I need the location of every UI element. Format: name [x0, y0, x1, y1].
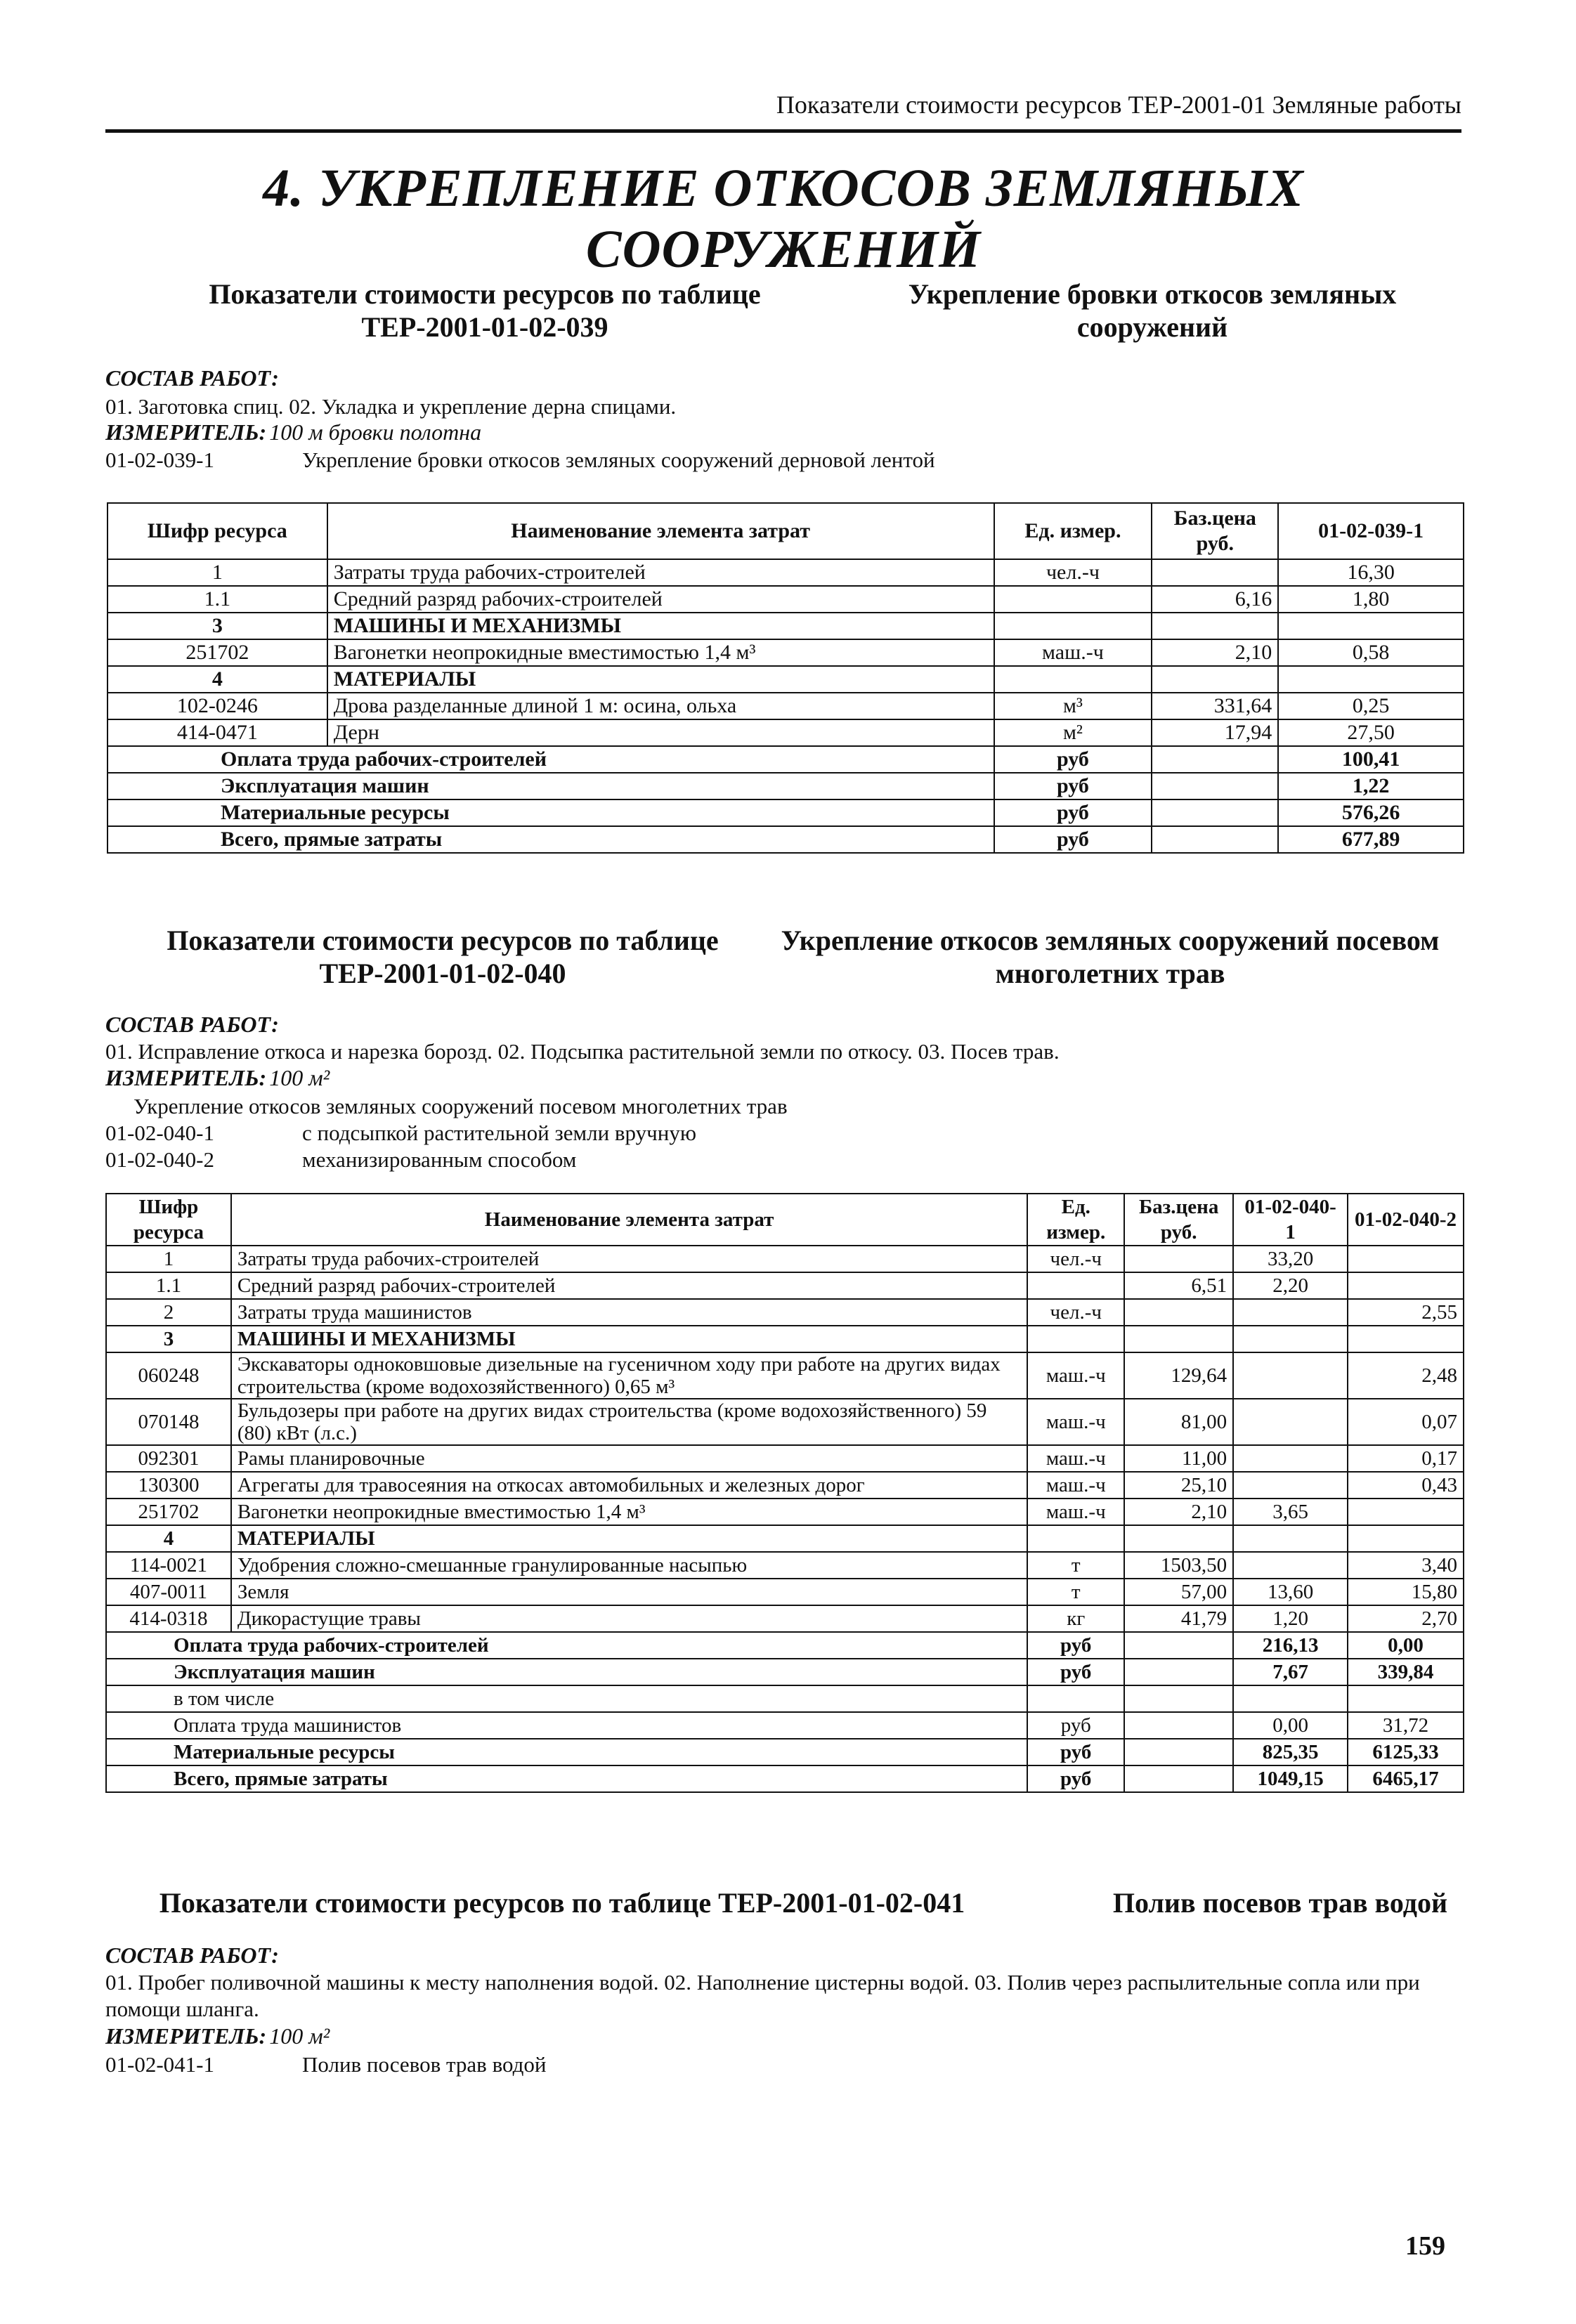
cell-code: 102-0246: [108, 693, 327, 719]
cell-price: 1503,50: [1124, 1552, 1233, 1579]
s3-code-desc: Полив посевов трав водой: [302, 2052, 547, 2077]
s1-table: [107, 502, 1464, 854]
cell-code: 2: [106, 1299, 231, 1326]
cell-name: Дрова разделанные длиной 1 м: осина, ольха: [327, 693, 994, 719]
cell-unit: м²: [994, 719, 1152, 746]
cell-value: [1278, 613, 1464, 639]
cell-value-1: [1233, 1445, 1348, 1472]
total-value: 1,22: [1278, 773, 1464, 799]
s2-th-col1: 01-02-040-1: [1233, 1194, 1348, 1246]
cell-code: 070148: [106, 1399, 231, 1445]
s3-works-label: СОСТАВ РАБОТ:: [105, 1943, 279, 1968]
table-row: [106, 1552, 1464, 1579]
total-price: [1152, 799, 1278, 826]
cell-code: 251702: [106, 1499, 231, 1525]
cell-name: Агрегаты для травосеяния на откосах автомобильных и железных дорог: [231, 1472, 1027, 1499]
cell-value-1: 33,20: [1233, 1246, 1348, 1272]
cell-code: 407-0011: [106, 1579, 231, 1605]
s1-th-col: 01-02-039-1: [1278, 503, 1464, 559]
cell-value-2: 0,07: [1348, 1399, 1464, 1445]
total-price: [1124, 1685, 1233, 1712]
cell-price: 6,16: [1152, 586, 1278, 613]
cell-price: [1124, 1525, 1233, 1552]
cell-name: Средний разряд рабочих-строителей: [231, 1272, 1027, 1299]
cell-code: 3: [108, 613, 327, 639]
table-row: [108, 586, 1464, 613]
cell-unit: кг: [1027, 1605, 1124, 1632]
cell-name: Удобрения сложно-смешанные гранулированные насыпью: [231, 1552, 1027, 1579]
cell-price: 17,94: [1152, 719, 1278, 746]
total-price: [1152, 826, 1278, 853]
cell-unit: т: [1027, 1579, 1124, 1605]
s1-works-text: 01. Заготовка спиц. 02. Укладка и укрепление дерна спицами.: [105, 394, 677, 419]
running-header: Показатели стоимости ресурсов ТЕР-2001-01 Земляные работы: [776, 91, 1461, 119]
table-row: [106, 1399, 1464, 1445]
s1-title-right-line2: сооружений: [1076, 311, 1228, 343]
cell-price: 331,64: [1152, 693, 1278, 719]
total-value-1: [1233, 1685, 1348, 1712]
total-row: [108, 773, 1464, 799]
total-unit: руб: [1027, 1712, 1124, 1739]
cell-name: Дикорастущие травы: [231, 1605, 1027, 1632]
cell-value-2: 0,17: [1348, 1445, 1464, 1472]
cell-value: 27,50: [1278, 719, 1464, 746]
s2-code: 01-02-040-1: [105, 1121, 214, 1145]
total-unit: руб: [994, 826, 1152, 853]
total-value-1: 7,67: [1233, 1659, 1348, 1685]
table-row: [108, 693, 1464, 719]
cell-price: 129,64: [1124, 1352, 1233, 1399]
s1-code: 01-02-039-1: [105, 448, 214, 472]
s1-th-unit: Ед. измер.: [994, 503, 1152, 559]
cell-unit: [994, 586, 1152, 613]
cell-name: МАШИНЫ И МЕХАНИЗМЫ: [327, 613, 994, 639]
cell-code: 060248: [106, 1352, 231, 1399]
s2-title-left: [126, 924, 759, 990]
cell-code: 1: [108, 559, 327, 586]
total-price: [1152, 773, 1278, 799]
cell-value-1: 3,65: [1233, 1499, 1348, 1525]
total-unit: руб: [1027, 1632, 1124, 1659]
cell-unit: маш.-ч: [1027, 1472, 1124, 1499]
s1-meter: [105, 419, 481, 445]
total-value-2: 6125,33: [1348, 1739, 1464, 1765]
cell-price: 6,51: [1124, 1272, 1233, 1299]
cell-unit: [994, 666, 1152, 693]
s2-code-line: [105, 1120, 696, 1147]
total-label: Эксплуатация машин: [106, 1659, 1027, 1685]
cell-code: 414-0318: [106, 1605, 231, 1632]
s2-title-right: [759, 924, 1461, 990]
s2-th-unit: Ед. измер.: [1027, 1194, 1124, 1246]
cell-value-2: [1348, 1499, 1464, 1525]
table-row: [106, 1579, 1464, 1605]
cell-value-1: 13,60: [1233, 1579, 1348, 1605]
s1-title-left: [169, 278, 801, 344]
cell-name: Вагонетки неопрокидные вместимостью 1,4 м³: [231, 1499, 1027, 1525]
cell-unit: маш.-ч: [1027, 1445, 1124, 1472]
total-label: Оплата труда машинистов: [106, 1712, 1027, 1739]
table-row: [106, 1299, 1464, 1326]
total-row: [106, 1632, 1464, 1659]
cell-code: 4: [106, 1525, 231, 1552]
cell-unit: маш.-ч: [994, 639, 1152, 666]
cell-code: 1.1: [106, 1272, 231, 1299]
total-unit: руб: [1027, 1659, 1124, 1685]
total-unit: руб: [994, 799, 1152, 826]
cell-value-2: 15,80: [1348, 1579, 1464, 1605]
cell-price: 2,10: [1152, 639, 1278, 666]
cell-price: 81,00: [1124, 1399, 1233, 1445]
s3-works-text: 01. Пробег поливочной машины к месту наполнения водой. 02. Наполнение цистерны водой. 03. Полив через распылительные сопла или при помощи шланга.: [105, 1970, 1420, 2021]
s2-meter: [105, 1065, 330, 1091]
total-price: [1124, 1632, 1233, 1659]
total-label: Всего, прямые затраты: [106, 1765, 1027, 1792]
total-label: Материальные ресурсы: [108, 799, 994, 826]
cell-value-1: [1233, 1552, 1348, 1579]
s2-title-left-line2: ТЕР-2001-01-02-040: [319, 958, 566, 989]
total-value-2: 339,84: [1348, 1659, 1464, 1685]
cell-value-1: 1,20: [1233, 1605, 1348, 1632]
cell-unit: чел.-ч: [994, 559, 1152, 586]
cell-name: Вагонетки неопрокидные вместимостью 1,4 м³: [327, 639, 994, 666]
table-row: [106, 1605, 1464, 1632]
total-value-2: 31,72: [1348, 1712, 1464, 1739]
cell-value-2: [1348, 1326, 1464, 1352]
cell-unit: м³: [994, 693, 1152, 719]
cell-value-1: [1233, 1326, 1348, 1352]
s2-works-text: 01. Исправление откоса и нарезка борозд. 02. Подсыпка растительной земли по откосу. 03. Посев трав.: [105, 1039, 1060, 1064]
total-price: [1152, 746, 1278, 773]
table-row: [106, 1445, 1464, 1472]
cell-value-2: [1348, 1525, 1464, 1552]
total-value-2: 0,00: [1348, 1632, 1464, 1659]
total-value: 576,26: [1278, 799, 1464, 826]
cell-value: [1278, 666, 1464, 693]
cell-value-2: 3,40: [1348, 1552, 1464, 1579]
total-unit: руб: [1027, 1765, 1124, 1792]
cell-price: 2,10: [1124, 1499, 1233, 1525]
s2-code-desc: с подсыпкой растительной земли вручную: [302, 1121, 696, 1145]
cell-code: 3: [106, 1326, 231, 1352]
cell-price: [1124, 1326, 1233, 1352]
chapter-title: 4. УКРЕПЛЕНИЕ ОТКОСОВ ЗЕМЛЯНЫХ СООРУЖЕНИЙ: [263, 159, 1304, 279]
table-row: [106, 1246, 1464, 1272]
cell-code: 114-0021: [106, 1552, 231, 1579]
table-row: [108, 666, 1464, 693]
cell-code: 092301: [106, 1445, 231, 1472]
total-value-1: 1049,15: [1233, 1765, 1348, 1792]
total-price: [1124, 1712, 1233, 1739]
cell-value-2: [1348, 1246, 1464, 1272]
table-row: [106, 1272, 1464, 1299]
cell-name: Затраты труда рабочих-строителей: [231, 1246, 1027, 1272]
s1-code-desc: Укрепление бровки откосов земляных сооружений дерновой лентой: [302, 448, 935, 472]
cell-price: [1152, 613, 1278, 639]
table-row: [108, 639, 1464, 666]
cell-code: 130300: [106, 1472, 231, 1499]
cell-name: МАТЕРИАЛЫ: [327, 666, 994, 693]
s3-meter: [105, 2023, 330, 2049]
cell-unit: [1027, 1272, 1124, 1299]
cell-value-1: [1233, 1472, 1348, 1499]
s2-th-name: Наименование элемента затрат: [231, 1194, 1027, 1246]
total-label: Оплата труда рабочих-строителей: [106, 1632, 1027, 1659]
cell-name: МАТЕРИАЛЫ: [231, 1525, 1027, 1552]
cell-name: Бульдозеры при работе на других видах строительства (кроме водохозяйственного) 59 (80) кВт (л.с.): [231, 1399, 1027, 1445]
cell-price: 11,00: [1124, 1445, 1233, 1472]
cell-unit: [1027, 1525, 1124, 1552]
total-row: [108, 826, 1464, 853]
cell-code: 1: [106, 1246, 231, 1272]
cell-value-1: [1233, 1399, 1348, 1445]
cell-name: Затраты труда машинистов: [231, 1299, 1027, 1326]
cell-name: Средний разряд рабочих-строителей: [327, 586, 994, 613]
cell-unit: маш.-ч: [1027, 1352, 1124, 1399]
total-value-2: [1348, 1685, 1464, 1712]
total-label: Всего, прямые затраты: [108, 826, 994, 853]
s1-meter-label: ИЗМЕРИТЕЛЬ:: [105, 419, 267, 445]
cell-unit: [994, 613, 1152, 639]
cell-name: Затраты труда рабочих-строителей: [327, 559, 994, 586]
cell-unit: маш.-ч: [1027, 1499, 1124, 1525]
s2-code: 01-02-040-2: [105, 1147, 214, 1172]
total-label: Оплата труда рабочих-строителей: [108, 746, 994, 773]
s2-code-desc: механизированным способом: [302, 1147, 577, 1172]
s3-code-line: [105, 2051, 546, 2078]
s2-title-left-line1: Показатели стоимости ресурсов по таблице: [167, 925, 719, 956]
s1-title-right: [871, 278, 1433, 344]
total-label: Эксплуатация машин: [108, 773, 994, 799]
total-row: [106, 1739, 1464, 1765]
cell-unit: маш.-ч: [1027, 1399, 1124, 1445]
total-price: [1124, 1765, 1233, 1792]
cell-value-1: [1233, 1352, 1348, 1399]
total-row: [106, 1765, 1464, 1792]
s2-works-label: СОСТАВ РАБОТ:: [105, 1012, 279, 1037]
s1-th-price: Баз.цена руб.: [1152, 503, 1278, 559]
s2-table: [105, 1193, 1464, 1793]
cell-price: 57,00: [1124, 1579, 1233, 1605]
cell-value-2: 0,43: [1348, 1472, 1464, 1499]
s3-title-right: Полив посевов трав водой: [1112, 1887, 1447, 1919]
cell-name: Дерн: [327, 719, 994, 746]
total-row: [106, 1659, 1464, 1685]
table-row: [106, 1499, 1464, 1525]
s1-title-left-line2: ТЕР-2001-01-02-039: [361, 311, 608, 343]
s3-meter-label: ИЗМЕРИТЕЛЬ:: [105, 2023, 267, 2049]
page-number: 159: [1405, 2231, 1445, 2261]
s2-intro: Укрепление откосов земляных сооружений посевом многолетних трав: [133, 1094, 788, 1118]
cell-price: [1124, 1246, 1233, 1272]
cell-value: 16,30: [1278, 559, 1464, 586]
total-row: [108, 746, 1464, 773]
cell-price: 41,79: [1124, 1605, 1233, 1632]
total-label: Материальные ресурсы: [106, 1739, 1027, 1765]
total-value-1: 0,00: [1233, 1712, 1348, 1739]
cell-name: МАШИНЫ И МЕХАНИЗМЫ: [231, 1326, 1027, 1352]
table-row: [106, 1472, 1464, 1499]
cell-value-1: 2,20: [1233, 1272, 1348, 1299]
total-price: [1124, 1739, 1233, 1765]
total-value-2: 6465,17: [1348, 1765, 1464, 1792]
cell-value-2: 2,48: [1348, 1352, 1464, 1399]
total-unit: руб: [1027, 1739, 1124, 1765]
cell-name: Рамы планировочные: [231, 1445, 1027, 1472]
s2-meter-label: ИЗМЕРИТЕЛЬ:: [105, 1065, 267, 1090]
s1-works-label: СОСТАВ РАБОТ:: [105, 365, 279, 391]
cell-value: 0,25: [1278, 693, 1464, 719]
cell-code: 4: [108, 666, 327, 693]
total-unit: руб: [994, 773, 1152, 799]
s2-th-code: Шифр ресурса: [106, 1194, 231, 1246]
cell-value-2: 2,55: [1348, 1299, 1464, 1326]
cell-unit: чел.-ч: [1027, 1246, 1124, 1272]
cell-code: 1.1: [108, 586, 327, 613]
cell-code: 251702: [108, 639, 327, 666]
s3-code: 01-02-041-1: [105, 2052, 214, 2077]
cell-name: Земля: [231, 1579, 1027, 1605]
cell-value: 0,58: [1278, 639, 1464, 666]
header-rule: [105, 129, 1461, 133]
s1-meter-value: 100 м бровки полотна: [269, 419, 482, 445]
total-price: [1124, 1659, 1233, 1685]
s1-th-code: Шифр ресурса: [108, 503, 327, 559]
table-row: [106, 1525, 1464, 1552]
s1-title-left-line1: Показатели стоимости ресурсов по таблице: [209, 278, 761, 310]
s1-code-line: [105, 447, 935, 474]
s3-meter-value: 100 м²: [269, 2023, 330, 2049]
cell-price: [1152, 666, 1278, 693]
cell-code: 414-0471: [108, 719, 327, 746]
s3-title-left: Показатели стоимости ресурсов по таблице ТЕР-2001-01-02-041: [159, 1887, 965, 1919]
cell-value-1: [1233, 1299, 1348, 1326]
table-row: [108, 559, 1464, 586]
table-row: [106, 1352, 1464, 1399]
cell-price: [1152, 559, 1278, 586]
total-unit: [1027, 1685, 1124, 1712]
cell-value-2: 2,70: [1348, 1605, 1464, 1632]
s2-th-col2: 01-02-040-2: [1348, 1194, 1464, 1246]
s1-title-right-line1: Укрепление бровки откосов земляных: [908, 278, 1397, 310]
s2-meter-value: 100 м²: [269, 1065, 330, 1090]
s2-title-right-line1: Укрепление откосов земляных сооружений посевом: [781, 925, 1440, 956]
cell-unit: чел.-ч: [1027, 1299, 1124, 1326]
table-row: [106, 1326, 1464, 1352]
cell-value: 1,80: [1278, 586, 1464, 613]
total-unit: руб: [994, 746, 1152, 773]
cell-unit: [1027, 1326, 1124, 1352]
table-row: [108, 719, 1464, 746]
cell-value-2: [1348, 1272, 1464, 1299]
total-row: [108, 799, 1464, 826]
total-value: 100,41: [1278, 746, 1464, 773]
cell-unit: т: [1027, 1552, 1124, 1579]
table-row: [108, 613, 1464, 639]
cell-name: Экскаваторы одноковшовые дизельные на гусеничном ходу при работе на других видах строительства (кроме водохозяйственного) 0,65 м³: [231, 1352, 1027, 1399]
s2-title-right-line2: многолетних трав: [995, 958, 1225, 989]
s2-code-line: [105, 1147, 576, 1173]
s1-th-name: Наименование элемента затрат: [327, 503, 994, 559]
s2-th-price: Баз.цена руб.: [1124, 1194, 1233, 1246]
total-row: [106, 1712, 1464, 1739]
cell-price: [1124, 1299, 1233, 1326]
total-value-1: 216,13: [1233, 1632, 1348, 1659]
cell-value-1: [1233, 1525, 1348, 1552]
total-value-1: 825,35: [1233, 1739, 1348, 1765]
total-value: 677,89: [1278, 826, 1464, 853]
total-row: [106, 1685, 1464, 1712]
total-label: в том числе: [106, 1685, 1027, 1712]
cell-price: 25,10: [1124, 1472, 1233, 1499]
